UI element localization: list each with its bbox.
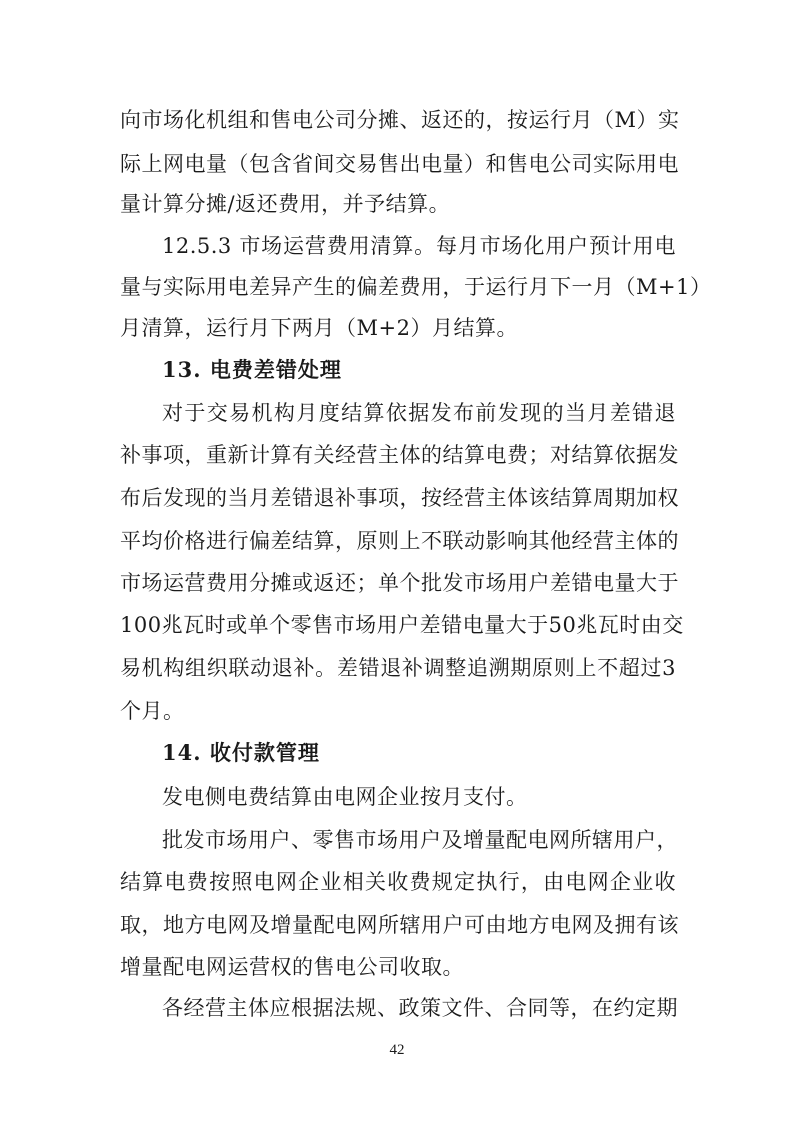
paragraph-line: 向市场化机组和售电公司分摊、返还的，按运行月（M）实	[120, 108, 680, 132]
paragraph-line: 增量配电网运营权的售电公司收取。	[120, 955, 464, 979]
paragraph-line: 布后发现的当月差错退补事项，按经营主体该结算周期加权	[120, 486, 679, 510]
paragraph-line: 补事项，重新计算有关经营主体的结算电费；对结算依据发	[120, 443, 679, 467]
paragraph-line: 平均价格进行偏差结算，原则上不联动影响其他经营主体的	[120, 529, 679, 553]
paragraph-line: 量计算分摊/返还费用，并予结算。	[120, 192, 451, 216]
paragraph-line: 月清算，运行月下两月（M+2）月结算。	[120, 316, 518, 340]
paragraph-line: 量与实际用电差异产生的偏差费用，于运行月下一月（M+1）	[120, 275, 712, 299]
paragraph-line: 个月。	[120, 699, 185, 723]
paragraph-line: 结算电费按照电网企业相关收费规定执行，由电网企业收	[120, 870, 676, 894]
section-heading: 13. 电费差错处理	[162, 357, 342, 382]
paragraph-line: 100兆瓦时或单个零售市场用户差错电量大于50兆瓦时由交	[120, 613, 684, 637]
paragraph-line: 发电侧电费结算由电网企业按月支付。	[162, 785, 528, 809]
paragraph-line: 批发市场用户、零售市场用户及增量配电网所辖用户，	[162, 828, 678, 852]
page-number: 42	[389, 1042, 405, 1058]
paragraph-line: 对于交易机构月度结算依据发布前发现的当月差错退	[162, 401, 676, 425]
section-heading: 14. 收付款管理	[162, 740, 320, 765]
paragraph-line: 取，地方电网及增量配电网所辖用户可由地方电网及拥有该	[120, 913, 679, 937]
paragraph-line: 市场运营费用分摊或返还；单个批发市场用户差错电量大于	[120, 571, 679, 595]
paragraph-line: 易机构组织联动退补。差错退补调整追溯期原则上不超过3	[120, 656, 676, 680]
paragraph-line: 际上网电量（包含省间交易售出电量）和售电公司实际用电	[120, 152, 679, 176]
paragraph-line: 12.5.3 市场运营费用清算。每月市场化用户预计用电	[162, 234, 676, 258]
paragraph-line: 各经营主体应根据法规、政策文件、合同等，在约定期	[162, 996, 678, 1020]
